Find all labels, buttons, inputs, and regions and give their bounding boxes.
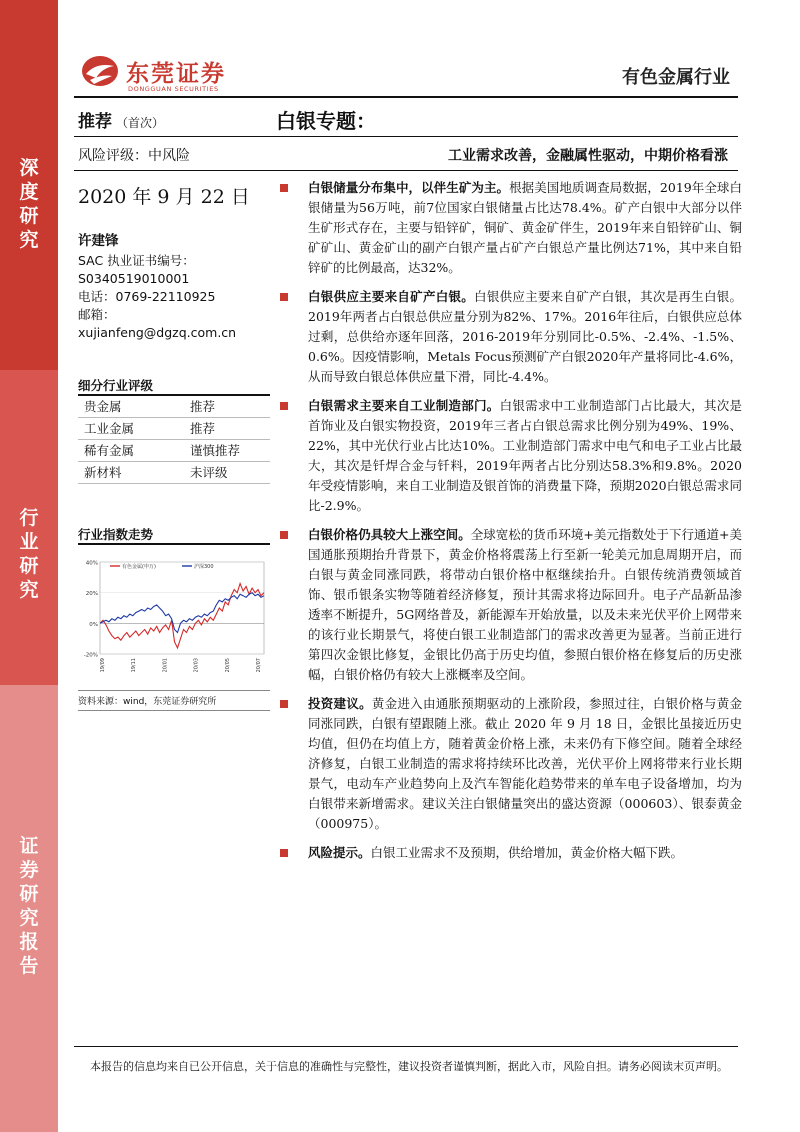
side-label-industry-research: 行 业 研 究 (19, 507, 39, 601)
bullet-square-icon (280, 402, 288, 410)
author-name: 许建锋 (78, 233, 119, 249)
bullet-risk: 风险提示。白银工业需求不及预期，供给增加，黄金价格大幅下跌。 (278, 843, 742, 863)
table-row (78, 417, 270, 439)
industry-rating-table (78, 395, 270, 484)
header-rule (74, 96, 738, 98)
source-rule (78, 710, 270, 711)
industry-name: 有色金属行业 (622, 67, 730, 88)
x-tick-label: 20/05 (224, 658, 231, 673)
bullet-square-icon (280, 849, 288, 857)
index-chart-heading: 行业指数走势 (78, 527, 154, 542)
bullet-demand: 白银需求主要来自工业制造部门。白银需求中工业制造部门占比最大，其次是首饰业及白银实物投资，2019年三者占白银总需求比例分别为49%、19%、22%，其中光伏行业占比达10%。工业制造部门需求中电气和电子工业占比最大，其次是钎焊合金与钎料，2019年两者占比分别达58.3%和9.8%。2020年受疫情影响，来自工业制造及银首饰的消费量下降，预期2020白银总需求同比-2.9%。 (278, 396, 742, 516)
rating-note: （首次） (116, 116, 165, 130)
industry-rating-heading: 细分行业评级 (78, 378, 154, 393)
footer-rule (74, 1046, 738, 1047)
title-rule (74, 136, 738, 137)
bullet-price: 白银价格仍具较大上涨空间。全球宽松的货币环境+美元指数处于下行通道+美国通胀预期抬升背景下，黄金价格将震荡上行至新一轮美元加息周期开启，而白银与黄金同涨同跌，将带动白银价格中枢继续抬升。白银传统消费领域首饰、银币银条实物等随着经济修复，预计其需求将边际回升。电子产品新品渗透率不断提升，5G网络普及，新能源车开始放量，以及未来光伏平价上网带来的该行业长期景气，将使白银工业制造部门的需求改善更为显著。当前正进行第四次金银比修复，金银比仍高于历史均值，参照白银价格在修复后的历史涨幅，白银价格仍有较大上涨概率及空间。 (278, 525, 742, 685)
sector-cell: 稀有金属 (78, 439, 184, 461)
sector-cell: 新材料 (78, 461, 184, 483)
series-line-1 (100, 593, 264, 633)
side-label-deep-research: 深 度 研 究 (19, 157, 39, 251)
risk-rating: 风险评级：中风险 (78, 148, 190, 164)
chart-source: 资料来源：wind，东莞证券研究所 (78, 697, 217, 707)
x-tick-label: 19/09 (100, 658, 106, 673)
x-tick-label: 19/11 (131, 658, 138, 673)
report-title: 白银专题： (276, 109, 376, 133)
y-tick-label: 0% (89, 621, 98, 628)
y-tick-label: 40% (85, 560, 98, 567)
table-row (78, 439, 270, 461)
report-subtitle: 工业需求改善，金融属性驱动，中期价格看涨 (448, 148, 728, 164)
footer-disclaimer: 本报告的信息均来自已公开信息，关于信息的准确性与完整性，建议投资者谨慎判断，据此入市，风险自担。请务必阅读末页声明。 (90, 1060, 728, 1073)
legend-label: 有色金属(申万) (122, 564, 156, 570)
rating-cell: 推荐 (184, 417, 270, 439)
index-line-chart (78, 550, 270, 690)
sector-cell: 贵金属 (78, 395, 184, 417)
bullet-square-icon (280, 531, 288, 539)
chart-frame (100, 562, 264, 654)
rating-cell: 推荐 (184, 395, 270, 417)
bullet-reserves: 白银储量分布集中，以伴生矿为主。根据美国地质调查局数据，2019年全球白银储量为56万吨，前7位国家白银储量占比达78.4%。矿产白银中大部分以伴生矿形式存在，主要与铅锌矿，铜矿、黄金矿伴生，2019年来自铅锌矿山、铜矿矿山、黄金矿山的副产白银产量占矿产白银总产量比例达71%，其中来自铅锌矿的比例最高，达32%。 (278, 178, 742, 278)
sac-label: SAC 执业证书编号： (78, 253, 195, 268)
bullet-square-icon (280, 293, 288, 301)
x-tick-label: 20/01 (162, 658, 169, 673)
side-label-securities-report: 证 券 研 究 报 告 (19, 835, 39, 977)
legend-label: 沪深300 (194, 564, 214, 570)
x-tick-label: 20/07 (256, 658, 262, 673)
logo-icon (80, 54, 120, 88)
sector-cell: 工业金属 (78, 417, 184, 439)
rating-value: 推荐 (78, 112, 112, 132)
report-date: 2020 年 9 月 22 日 (78, 186, 250, 208)
author-block (78, 232, 273, 342)
bullet-investment: 投资建议。黄金进入由通胀预期驱动的上涨阶段，参照过往，白银价格与黄金同涨同跌，白银有望跟随上涨。截止 2020 年 9 月 18 日，金银比虽接近历史均值，但仍在均值上方，随着黄金价格上涨，未来仍有下修空间。随着全球经济修复，白银工业制造的需求将持续环比改善，光伏平价上网将带来行业长期景气，电动车产业趋势向上及汽车智能化趋势带来的单车电子设备增加，均为白银带来新增需求。建议关注白银储量突出的盛达资源（000603）、银泰黄金（000975）。 (278, 694, 742, 834)
subtitle-rule (74, 170, 738, 171)
logo-text: 东莞证券 (126, 61, 226, 87)
summary-bullets (278, 178, 742, 872)
rating-cell: 未评级 (184, 461, 270, 483)
table-row (78, 395, 270, 417)
rating-cell: 谨慎推荐 (184, 439, 270, 461)
y-tick-label: 20% (85, 591, 98, 598)
table-row (78, 461, 270, 483)
author-email[interactable]: 邮箱：xujianfeng@dgzq.com.cn (78, 307, 237, 340)
y-tick-label: -20% (83, 652, 98, 659)
logo-english: DONGGUAN SECURITIES (128, 85, 219, 93)
sac-number: S0340519010001 (78, 271, 190, 286)
x-tick-label: 20/03 (193, 658, 200, 673)
rating-label (78, 107, 164, 132)
index-chart-rule (78, 543, 270, 545)
chart-bottom-rule (78, 690, 270, 691)
bullet-square-icon (280, 184, 288, 192)
author-phone: 电话：0769-22110925 (78, 289, 216, 304)
bullet-supply: 白银供应主要来自矿产白银。白银供应主要来自矿产白银，其次是再生白银。2019年两者占白银总供应量分别为82%、17%。2016年往后，白银供应总体过剩，总供给亦逐年回落，2016-2019年分别同比-0.5%、-2.4%、-1.5%、0.6%。因疫情影响，Metals Focus预测矿产白银2020年产量将同比-4.6%，从而导致白银总体供应量下滑，同比-4.4%。 (278, 287, 742, 387)
bullet-square-icon (280, 700, 288, 708)
